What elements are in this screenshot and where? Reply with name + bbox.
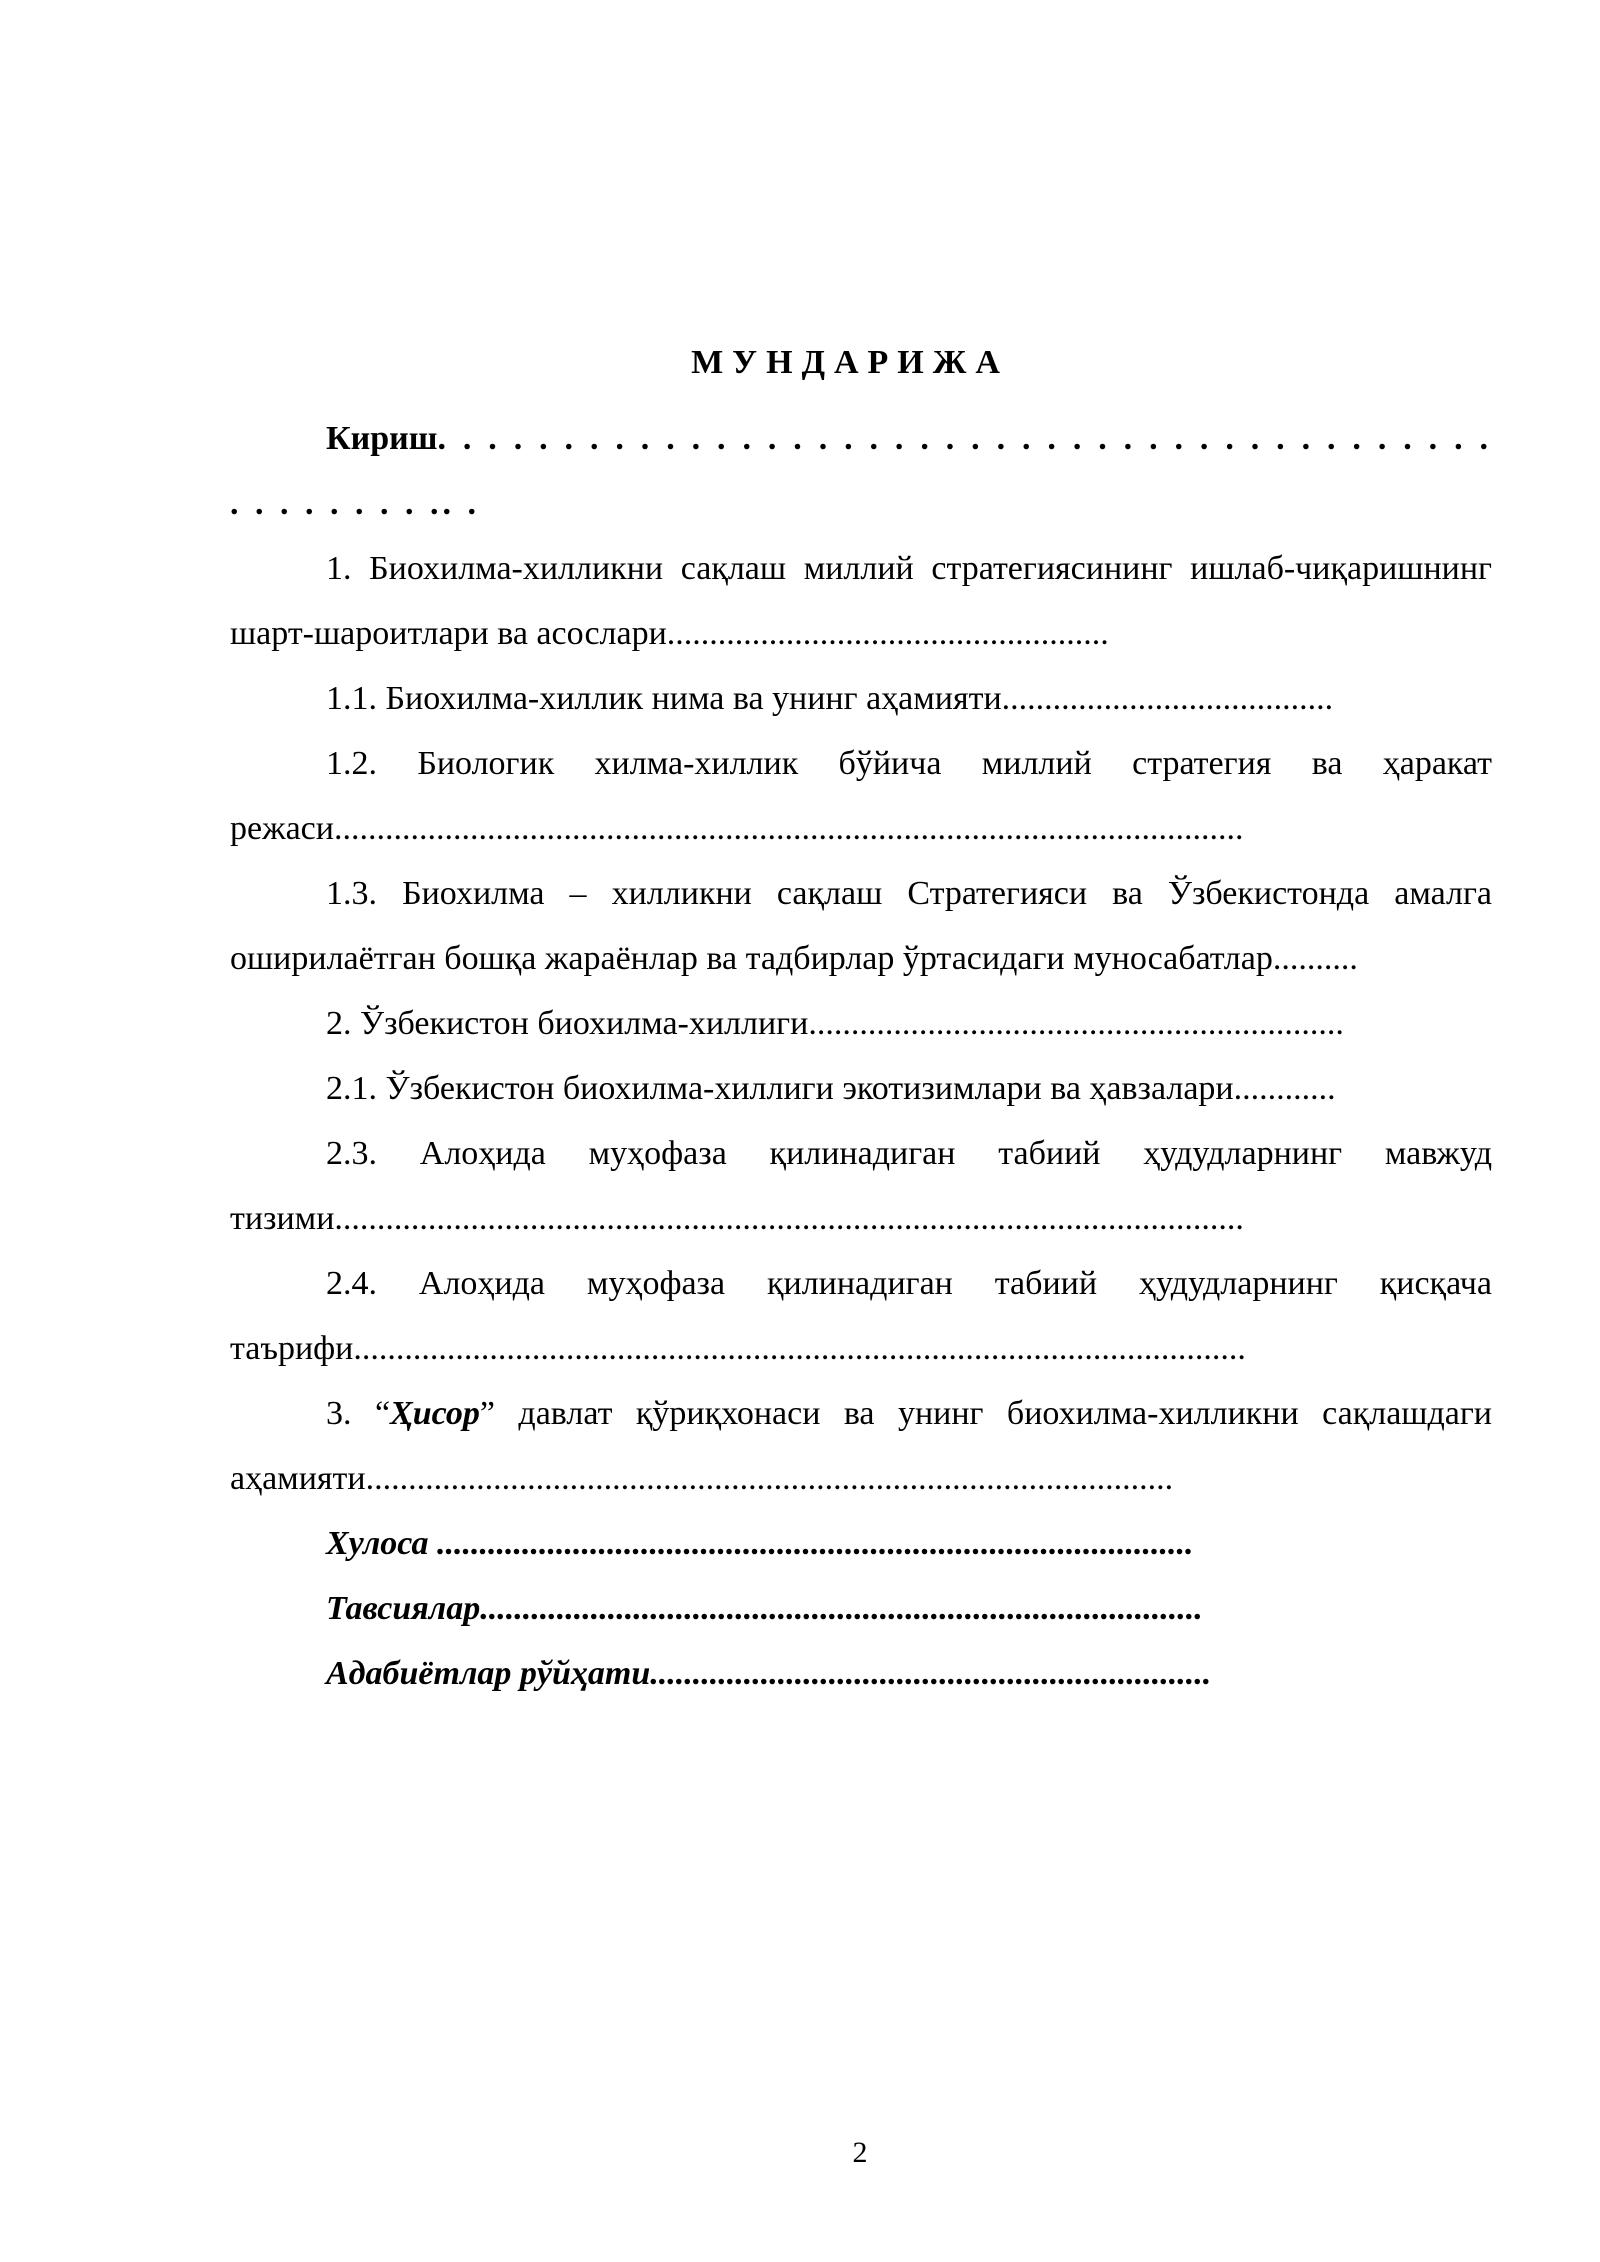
toc-entry-1: 1. Биохилма-хилликни сақлаш миллий стратегиясининг ишлаб-чиқаришнинг шарт-шароитлари ва асослари.................................................... xyxy=(230,550,1492,652)
toc-entry-1-3: 1.3. Биохилма – хилликни сақлаш Стратегияси ва Ўзбекистонда амалга оширилаётган бошқа жараёнлар ва тадбирлар ўртасидаги муносабатлар.......... xyxy=(230,875,1492,977)
toc-entry-3-suffix: ” давлат қўриқхонаси ва унинг биохилма-хилликни сақлашдаги аҳамияти............................................................................................... xyxy=(230,1395,1492,1497)
toc-entry-1-2: 1.2. Биологик хилма-хиллик бўйича миллий стратегия ва ҳаракат режаси........................................................................................................... xyxy=(230,745,1492,847)
toc-entry-intro xyxy=(230,406,1492,536)
toc-entry-3-name: Ҳисор xyxy=(390,1395,480,1432)
toc-entry-intro-dots: . . . . . . . . . . . . . . . . . . . . . . . . . . . . . . . . . . . . . . . . . . . . . . . . . . .. . xyxy=(230,420,1492,522)
table-of-contents xyxy=(230,406,1492,1706)
toc-entry-2-3: 2.3. Алоҳида муҳофаза қилинадиган табиий ҳудудларнинг мавжуд тизими........................................................................................................... xyxy=(230,1135,1492,1237)
toc-entry-conclusion: Хулоса ......................................................................................... xyxy=(326,1525,1194,1562)
toc-entry-recommendations: Тавсиялар..................................................................................... xyxy=(326,1590,1203,1627)
toc-entry-1-1: 1.1. Биохилма-хиллик нима ва унинг аҳамияти....................................... xyxy=(326,680,1334,717)
toc-entry-2: 2. Ўзбекистон биохилма-хиллиги............................................................... xyxy=(326,1005,1344,1042)
toc-entry-2-1: 2.1. Ўзбекистон биохилма-хиллиги экотизимлари ва ҳавзалари............ xyxy=(326,1070,1336,1107)
page-number: 2 xyxy=(852,2136,868,2169)
toc-entry-3 xyxy=(230,1381,1492,1511)
toc-entry-2-4: 2.4. Алоҳида муҳофаза қилинадиган табиий ҳудудларнинг қисқача таърифи......................................................................................................... xyxy=(230,1265,1492,1367)
page-title: МУНДАРИЖА xyxy=(691,344,1009,381)
toc-entry-references: Адабиётлар рўйҳати.................................................................. xyxy=(326,1655,1212,1692)
toc-entry-intro-label: Кириш xyxy=(326,420,438,457)
toc-entry-3-prefix: 3. “ xyxy=(326,1395,391,1432)
